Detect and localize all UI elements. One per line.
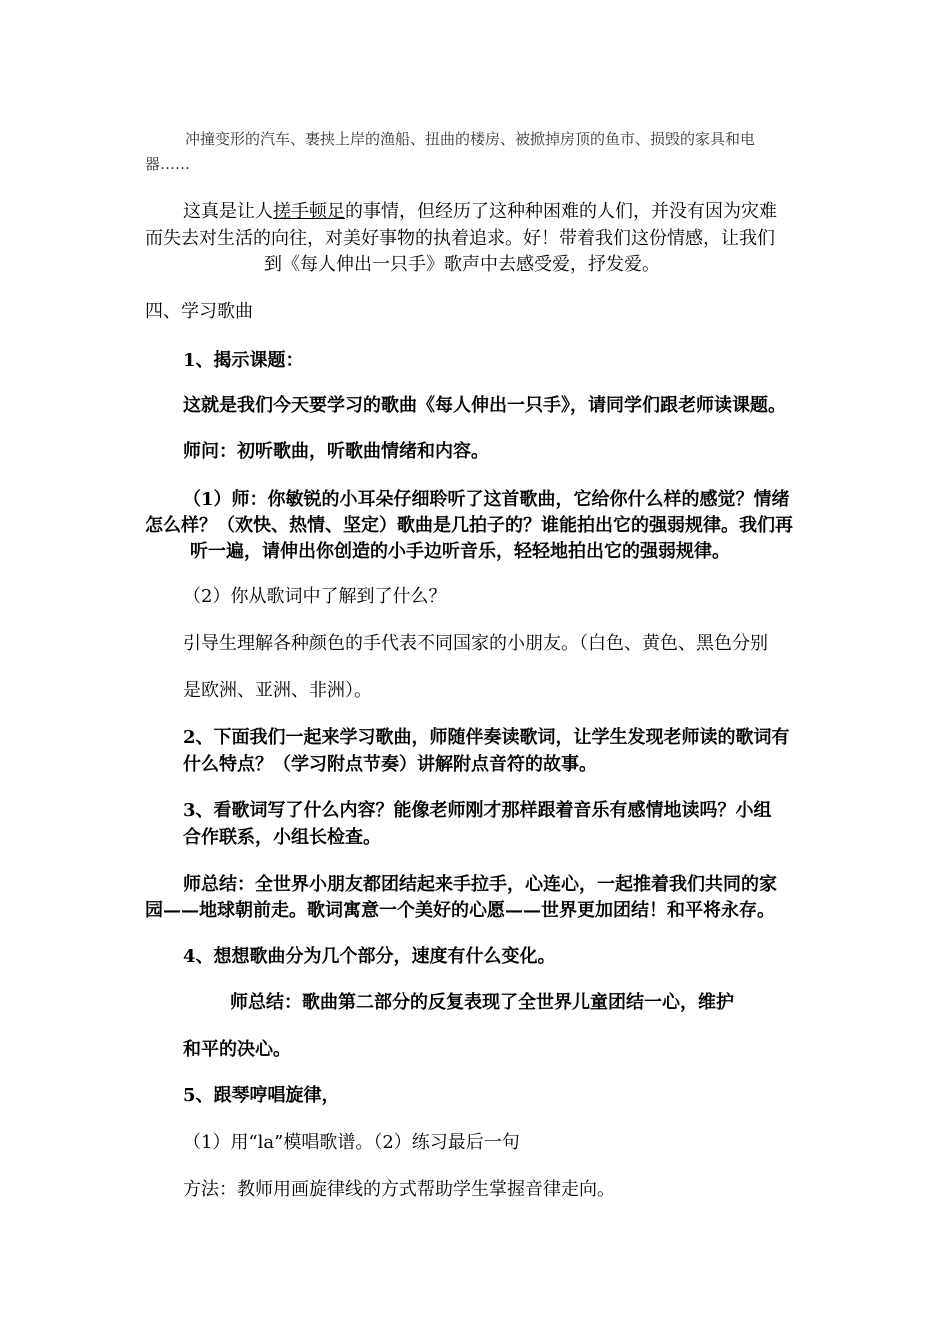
step5-method: 方法：教师用画旋律线的方式帮助学生掌握音律走向。 (183, 1179, 615, 1200)
step1-guide-line-2: 是欧洲、亚洲、非洲）。 (183, 680, 372, 701)
step2-line-2: 什么特点？（学习附点节奏）讲解附点音符的故事。 (183, 754, 597, 775)
para1-line-2: 而失去对生活的向往，对美好事物的执着追求。好！带着我们这份情感，让我们 (145, 228, 775, 249)
para1-line-1 (183, 197, 777, 223)
para1-prefix: 这真是让人 (183, 201, 273, 222)
para1-line-3: 到《每人伸出一只手》歌声中去感受爱，抒发爱。 (264, 254, 660, 275)
step1-text: 这就是我们今天要学习的歌曲《每人伸出一只手》，请同学们跟老师读课题。 (183, 395, 786, 416)
intro-line-2: 器…… (145, 155, 191, 173)
step3-line-2: 合作联系，小组长检查。 (183, 827, 381, 848)
step1-q1-line-1: （1）师：你敏锐的小耳朵仔细聆听了这首歌曲，它给你什么样的感觉？情绪 (183, 489, 790, 510)
step2-line-1: 2、下面我们一起来学习歌曲，师随伴奏读歌词，让学生发现老师读的歌词有 (183, 727, 790, 748)
step1-question: 师问：初听歌曲，听歌曲情绪和内容。 (183, 441, 489, 462)
step5-title: 5、跟琴哼唱旋律， (183, 1085, 340, 1106)
step1-q1-line-2: 怎么样？（欢快、热情、坚定）歌曲是几拍子的？谁能拍出它的强弱规律。我们再 (145, 515, 793, 536)
summary1-line-1: 师总结：全世界小朋友都团结起来手拉手，心连心，一起推着我们共同的家 (183, 874, 777, 895)
step1-guide-line-1: 引导生理解各种颜色的手代表不同国家的小朋友。（白色、黄色、黑色分别 (183, 633, 768, 654)
summary2-line-2: 和平的决心。 (183, 1039, 291, 1060)
step1-q1-line-3: 听一遍，请伸出你创造的小手边听音乐，轻轻地拍出它的强弱规律。 (190, 541, 730, 562)
intro-line-1: 冲撞变形的汽车、裹挟上岸的渔船、扭曲的楼房、被掀掉房顶的鱼市、损毁的家具和电 (185, 130, 756, 148)
section-heading: 四、学习歌曲 (145, 301, 253, 322)
summary1-line-2: 园——地球朝前走。歌词寓意一个美好的心愿——世界更加团结！和平将永存。 (145, 900, 775, 921)
step1-q2: （2）你从歌词中了解到了什么？ (183, 586, 447, 607)
para1-underlined-phrase: 搓手顿足 (273, 201, 345, 222)
step3-line-1: 3、看歌词写了什么内容？能像老师刚才那样跟着音乐有感情地读吗？小组 (183, 800, 772, 821)
summary2-line-1: 师总结：歌曲第二部分的反复表现了全世界儿童团结一心，维护 (230, 992, 734, 1013)
para1-suffix: 的事情，但经历了这种种困难的人们，并没有因为灾难 (345, 201, 777, 222)
step1-title: 1、揭示课题： (183, 350, 304, 371)
step5-sub: （1）用“la”模唱歌谱。（2）练习最后一句 (183, 1132, 520, 1153)
step4: 4、想想歌曲分为几个部分，速度有什么变化。 (183, 946, 556, 967)
